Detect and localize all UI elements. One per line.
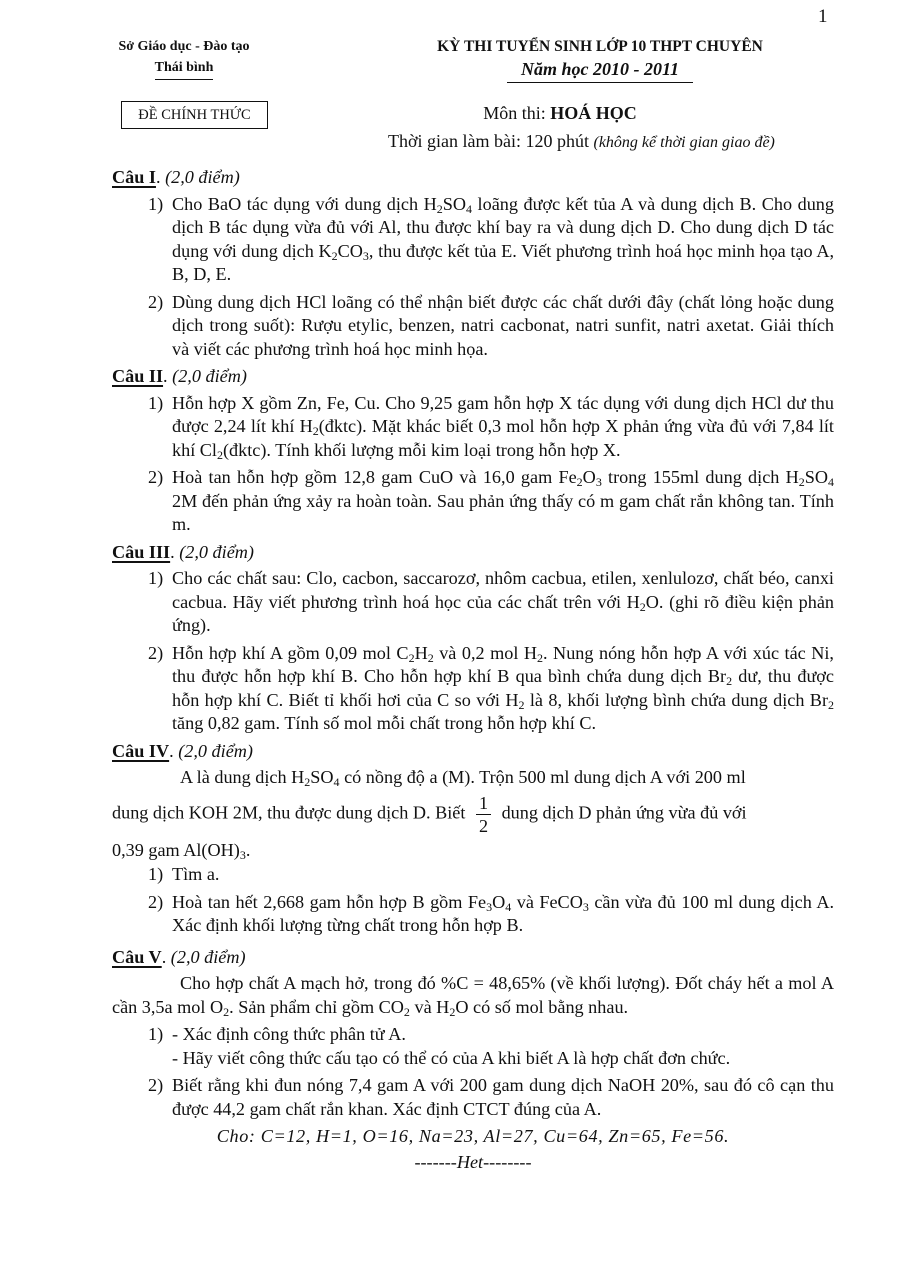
subscript: 2 xyxy=(312,424,319,438)
official-label: ĐỀ CHÍNH THỨC xyxy=(121,101,268,129)
subscript: 2 xyxy=(216,447,223,462)
subscript: 2 xyxy=(639,599,646,614)
subscript: 2 xyxy=(331,248,338,263)
item-number: 1) xyxy=(148,392,164,413)
subject-prefix: Môn thi: xyxy=(483,103,551,123)
time-text: Thời gian làm bài: 120 phút xyxy=(388,131,594,151)
time-line xyxy=(388,131,775,152)
subscript: 3 xyxy=(239,847,246,862)
subscript: 2 xyxy=(223,1004,230,1019)
text: Hỗn hợp X gồm Zn, Fe, Cu. Cho 9,25 gam hỗn hợp X tác dụng với dung dịch HCl dư thu được 2,24 lít khí H xyxy=(172,392,834,436)
question-3-item-2 xyxy=(112,642,834,736)
page-number: 1 xyxy=(818,6,828,27)
question-points: (2,0 điểm) xyxy=(166,946,246,967)
subject-name: HOÁ HỌC xyxy=(550,103,637,123)
fraction-denominator: 2 xyxy=(478,815,489,836)
text: và FeCO xyxy=(511,891,583,912)
item-number: 1) xyxy=(148,864,164,884)
text: dung dịch D phản ứng vừa đủ với xyxy=(497,802,747,823)
text: Tìm a. xyxy=(172,864,220,884)
text: 2M đến phản ứng xảy ra hoàn toàn. Sau phản ứng thấy có m gam chất rắn không tan. Tính m. xyxy=(172,490,834,534)
text: - Hãy viết công thức cấu tạo có thể có của A khi biết A là hợp chất đơn chức. xyxy=(172,1047,731,1068)
question-label: Câu I xyxy=(112,167,156,187)
text: và H xyxy=(409,996,450,1017)
text: . xyxy=(245,839,251,860)
subscript: 2 xyxy=(427,650,434,665)
exam-header xyxy=(400,36,800,83)
text: loãng được kết tủa A và dung dịch B. Cho dung dịch B tác dụng vừa đủ với Al, thu được khí bay ra và dung dịch D. Cho dung dịch D tác dụng với dung dịch K xyxy=(172,193,834,261)
subscript: 4 xyxy=(828,475,834,489)
text: cần vừa đủ 100 ml dung dịch A. Xác định khối lượng từng chất trong hỗn hợp B. xyxy=(172,891,835,935)
text: - Xác định công thức phân tử A. xyxy=(172,1024,406,1044)
department-header xyxy=(110,36,258,80)
subscript: 4 xyxy=(505,899,512,914)
question-points: (2,0 điểm) xyxy=(173,740,253,761)
text: Cho hợp chất A mạch hở, trong đó %C = 48,65% (về khối lượng). Đốt cháy hết a mol A cần 3,5a mol O xyxy=(112,973,834,1017)
text: CO xyxy=(337,240,363,261)
subscript: 4 xyxy=(466,201,472,216)
province-name: Thái bình xyxy=(155,57,214,80)
end-mark: -------Het-------- xyxy=(414,1151,532,1172)
item-number: 1) xyxy=(148,193,164,214)
item-number: 2) xyxy=(148,1075,164,1095)
school-year: Năm học 2010 - 2011 xyxy=(507,58,693,83)
text: Hoà tan hết 2,668 gam hỗn hợp B gồm Fe xyxy=(172,891,487,912)
text: (đktc). Mặt khác biết 0,3 mol hỗn hợp X phản ứng vừa đủ với 7,84 lít khí Cl xyxy=(172,416,834,460)
subscript: 2 xyxy=(828,697,834,712)
fraction xyxy=(476,792,491,837)
question-5-item-1 xyxy=(112,1023,834,1070)
question-2-title: Câu II. (2,0 điểm) xyxy=(112,366,247,386)
question-4-item-1 xyxy=(112,863,834,887)
question-label: Câu IV xyxy=(112,740,170,761)
time-note: (không kể thời gian giao đề) xyxy=(593,134,775,151)
text: SO xyxy=(310,767,334,787)
question-label: Câu III xyxy=(112,541,171,562)
text: SO xyxy=(804,467,828,487)
text: H xyxy=(414,642,428,663)
text: Biết rằng khi đun nóng 7,4 gam A với 200 gam dung dịch NaOH 20%, sau đó cô cạn thu được 44,2 gam chất rắn khan. Xác định CTCT đúng của A. xyxy=(172,1075,834,1119)
subscript: 2 xyxy=(304,775,311,789)
item-number: 2) xyxy=(148,467,164,487)
text: Cho BaO tác dụng với dung dịch H xyxy=(172,193,437,214)
question-3-item-1 xyxy=(112,567,834,638)
subscript: 2 xyxy=(518,697,525,712)
subscript: 3 xyxy=(486,899,493,914)
text: O xyxy=(492,891,506,912)
exam-title: KỲ THI TUYỂN SINH LỚP 10 THPT CHUYÊN xyxy=(437,38,763,55)
item-number: 1) xyxy=(148,1024,164,1044)
question-3-title: Câu III. (2,0 điểm) xyxy=(112,541,254,562)
fraction-numerator: 1 xyxy=(476,792,491,815)
question-5-para-1 xyxy=(112,972,834,1019)
subscript: 2 xyxy=(576,475,583,489)
subscript: 2 xyxy=(403,1004,410,1019)
text: . Sản phẩm chỉ gồm CO xyxy=(229,996,404,1017)
subscript: 2 xyxy=(408,650,415,665)
item-number: 2) xyxy=(148,642,164,663)
text: (đktc). Tính khối lượng mỗi kim loại trong hỗn hợp X. xyxy=(222,439,621,460)
text: có nồng độ a (M). Trộn 500 ml dung dịch A với 200 ml xyxy=(339,767,746,787)
question-points: (2,0 điểm) xyxy=(167,366,247,386)
subscript: 3 xyxy=(595,475,602,489)
question-1-item-1 xyxy=(112,193,834,287)
text: A là dung dịch H xyxy=(180,767,305,787)
text: . Nung nóng hỗn hợp A với xúc tác Ni, thu được hỗn hợp khí B. Cho hỗn hợp khí B qua bình chứa dung dịch Br xyxy=(172,642,834,686)
text: dư, thu được hỗn hợp khí C. Biết tỉ khối hơi của C so với H xyxy=(172,666,834,710)
exam-content xyxy=(112,162,834,1174)
question-4-item-2 xyxy=(112,891,834,938)
subscript: 3 xyxy=(582,899,589,914)
text: O. (ghi rõ điều kiện phản ứng). xyxy=(172,591,835,635)
question-1-title: Câu I. (2,0 điểm) xyxy=(112,167,240,187)
question-points: (2,0 điểm) xyxy=(160,167,240,187)
subscript: 3 xyxy=(362,248,369,263)
question-points: (2,0 điểm) xyxy=(174,541,254,562)
subject-line xyxy=(400,103,720,124)
text: 0,39 gam Al(OH) xyxy=(112,839,240,860)
text: Dùng dung dịch HCl loãng có thể nhận biết được các chất dưới đây (chất lỏng hoặc dung dịch trong suốt): Rượu etylic, benzen, natri cacbonat, natri sunfit, natri axetat. Giải thích và viết các phương trình hoá học minh họa. xyxy=(172,291,834,359)
subscript: 2 xyxy=(798,475,805,489)
question-2-item-1 xyxy=(112,392,834,463)
subscript: 2 xyxy=(537,650,544,665)
text: dung dịch KOH 2M, thu được dung dịch D. Biết xyxy=(112,802,470,823)
question-1-item-2 xyxy=(112,291,834,362)
item-number: 2) xyxy=(148,291,164,312)
text: O có số mol bằng nhau. xyxy=(455,996,629,1017)
subscript: 2 xyxy=(436,201,443,216)
atomic-masses-note: Cho: C=12, H=1, O=16, Na=23, Al=27, Cu=64, Zn=65, Fe=56. xyxy=(216,1126,730,1146)
text: Hỗn hợp khí A gồm 0,09 mol C xyxy=(172,642,409,663)
question-5-item-2 xyxy=(112,1074,834,1121)
question-label: Câu V xyxy=(112,946,162,967)
subscript: 2 xyxy=(449,1004,456,1019)
question-4-para-3 xyxy=(112,839,834,863)
item-number: 1) xyxy=(148,568,164,588)
text: , thu được kết tủa E. Viết phương trình hoá học minh họa tạo A, B, D, E. xyxy=(172,240,834,284)
text: O xyxy=(582,467,596,487)
text: Cho các chất sau: Clo, cacbon, saccarozơ, nhôm cacbua, etilen, xenlulozơ, chất béo, canxi cacbua. Hãy viết phương trình hoá học của các chất trên với H xyxy=(172,568,834,612)
question-4-title: Câu IV. (2,0 điểm) xyxy=(112,740,253,761)
question-2-item-2 xyxy=(112,466,834,537)
text: và 0,2 mol H xyxy=(433,642,538,663)
subscript: 4 xyxy=(333,775,340,789)
subscript: 2 xyxy=(726,674,733,688)
text: Hoà tan hỗn hợp gồm 12,8 gam CuO và 16,0 gam Fe xyxy=(172,467,577,487)
text: SO xyxy=(442,193,466,214)
text: trong 155ml dung dịch H xyxy=(601,467,799,487)
question-4-para-1 xyxy=(112,766,834,790)
question-5-title: Câu V. (2,0 điểm) xyxy=(112,946,246,967)
question-4-para-2 xyxy=(112,792,834,837)
text: tăng 0,82 gam. Tính số mol mỗi chất trong hỗn hợp khí C. xyxy=(172,713,597,733)
question-label: Câu II xyxy=(112,366,164,386)
text: là 8, khối lượng bình chứa dung dịch Br xyxy=(524,689,828,710)
item-number: 2) xyxy=(148,891,164,912)
department-name: Sở Giáo dục - Đào tạo xyxy=(118,39,250,54)
